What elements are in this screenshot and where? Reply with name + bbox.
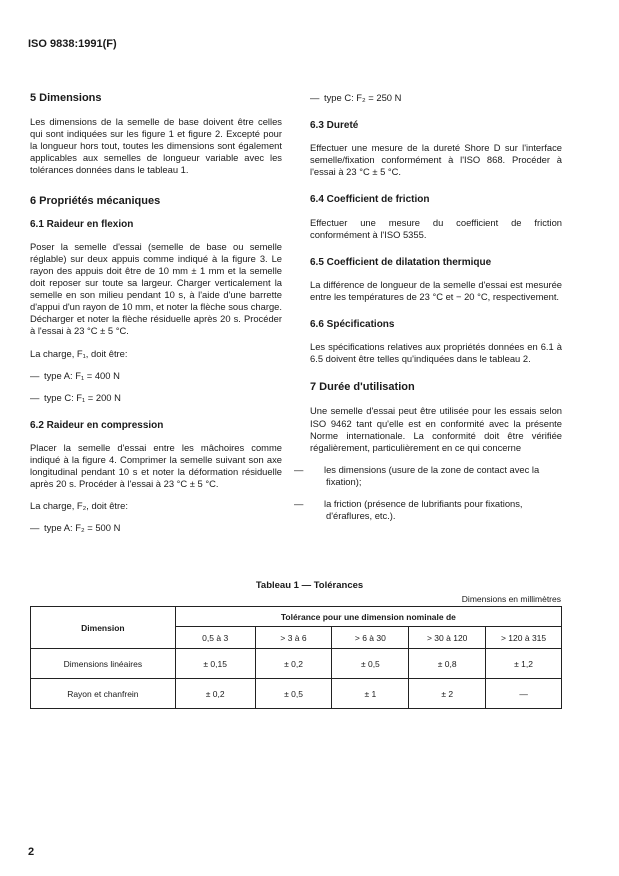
- section-6-5-title: 6.5 Coefficient de dilatation thermique: [310, 256, 492, 268]
- range-cell: 0,5 à 3: [175, 627, 255, 649]
- section-6-6-title: 6.6 Spécifications: [310, 319, 395, 331]
- section-6-5-text: La différence de longueur de la semelle d'essai est mesurée entre les températures de 23 °C et − 20 °C, respectivement.: [310, 278, 562, 302]
- tolerance-table: [30, 606, 562, 709]
- list-item: — type C: F₁ = 200 N: [30, 391, 121, 403]
- table-row: [31, 679, 562, 709]
- section-6-3-text: Effectuer une mesure de la dureté Shore D sur l'interface semelle/fixation conformément à l'ISO 868. Procéder à l'essai à 23 °C ± 5 °C.: [310, 142, 562, 178]
- range-cell: > 30 à 120: [409, 627, 486, 649]
- section-6-2-type-a: type A: F₂ = 500 N: [44, 522, 121, 534]
- value-cell: ± 0,15: [175, 649, 255, 679]
- value-cell: ± 0,5: [255, 679, 332, 709]
- section-6-2-text: Placer la semelle d'essai entre les mâchoires comme indiqué à la figure 4. Comprimer la semelle suivant son axe longitudinal pendant 10 s et noter la déformation résiduelle après 20 s. Procéder à l'essai à 23 °C ± 5 °C.: [30, 441, 282, 490]
- document-header: ISO 9838:1991(F): [28, 38, 117, 50]
- list-item: — les dimensions (usure de la zone de contact avec la fixation);: [294, 463, 540, 487]
- value-cell: ± 1: [332, 679, 409, 709]
- section-6-2-type-c: type C: F₂ = 250 N: [324, 92, 402, 103]
- section-7-item-dimensions: les dimensions (usure de la zone de contact avec la fixation);: [324, 463, 540, 487]
- right-column: [294, 92, 562, 532]
- section-7-item-friction: la friction (présence de lubrifiants pour fixations, d'éraflures, etc.).: [324, 497, 523, 522]
- section-6-1-type-a: type A: F₁ = 400 N: [44, 369, 120, 381]
- section-7-text: Une semelle d'essai peut être utilisée pour les essais selon ISO 9462 tant qu'elle est en conformité avec la présente Norme internationale. La conformité doit être vérifiée régalièrement, particulièrement en ce qui concerne: [310, 405, 562, 453]
- section-6-2-load: La charge, F₂, doit être:: [30, 500, 128, 512]
- range-cell: > 3 à 6: [255, 627, 332, 649]
- section-6-1-load: La charge, F₁, doit être:: [30, 347, 128, 359]
- value-cell: ± 1,2: [486, 649, 562, 679]
- section-6-3-title: 6.3 Dureté: [310, 120, 359, 132]
- range-cell: > 120 à 315: [486, 627, 562, 649]
- section-6-title: 6 Propriétés mécaniques: [30, 194, 161, 207]
- section-6-1-title: 6.1 Raideur en flexion: [30, 218, 134, 230]
- value-cell: —: [486, 679, 562, 709]
- section-6-1-text: Poser la semelle d'essai (semelle de base ou semelle réglable) sur deux appuis comme indiqué à la figure 3. Le rayon des appuis doit être de 10 mm ± 1 mm et la semelle doit reposer sur toute sa largeur. Charger verticalement la semelle en son milieu pendant 10 s, à l'aide d'une barrette d'appui d'un rayon de 10 mm, et noter la flèche sous charge. Décharger et noter la flèche résiduelle après 20 s. Procéder à l'essai à 23 °C ± 5 °C.: [30, 240, 282, 337]
- section-6-4-title: 6.4 Coefficient de friction: [310, 194, 430, 206]
- value-cell: ± 0,8: [409, 649, 486, 679]
- list-item: — type A: F₂ = 500 N: [30, 522, 121, 534]
- value-cell: ± 0,2: [255, 649, 332, 679]
- list-item: — type A: F₁ = 400 N: [30, 369, 120, 381]
- value-cell: ± 0,5: [332, 649, 409, 679]
- range-cell: > 6 à 30: [332, 627, 409, 649]
- row-label: Dimensions linéaires: [31, 649, 176, 679]
- value-cell: ± 2: [409, 679, 486, 709]
- row-label: Rayon et chanfrein: [31, 679, 176, 709]
- header-tolerance: Tolérance pour une dimension nominale de: [175, 607, 561, 627]
- left-column: [30, 92, 282, 544]
- list-item: — type C: F₂ = 250 N: [310, 92, 402, 103]
- section-6-4-text: Effectuer une mesure du coefficient de friction conformément à l'ISO 5355.: [310, 216, 562, 240]
- table-row: [31, 649, 562, 679]
- section-6-2-title: 6.2 Raideur en compression: [30, 419, 164, 431]
- section-5-title: 5 Dimensions: [30, 92, 102, 104]
- list-item: — la friction (présence de lubrifiants pour fixations, d'éraflures, etc.).: [294, 497, 523, 522]
- section-6-1-type-c: type C: F₁ = 200 N: [44, 391, 121, 403]
- table-unit-note: Dimensions en millimètres: [461, 594, 561, 604]
- table-title: Tableau 1 — Tolérances: [255, 580, 364, 591]
- value-cell: ± 0,2: [175, 679, 255, 709]
- section-5-text: Les dimensions de la semelle de base doivent être celles qui sont indiquées sur les figure 1 et figure 2. Excepté pour la longueur hors tout, toutes les dimensions sont également applicables aux semelles de longueur variable avec les tolérances données dans le tableau 1.: [30, 116, 282, 176]
- page-number: 2: [28, 846, 35, 858]
- section-6-6-text: Les spécifications relatives aux propriétés données en 6.1 à 6.5 doivent être telles qu'indiquées dans le tableau 2.: [310, 341, 562, 365]
- section-7-title: 7 Durée d'utilisation: [310, 381, 415, 394]
- header-dimension: Dimension: [31, 607, 176, 649]
